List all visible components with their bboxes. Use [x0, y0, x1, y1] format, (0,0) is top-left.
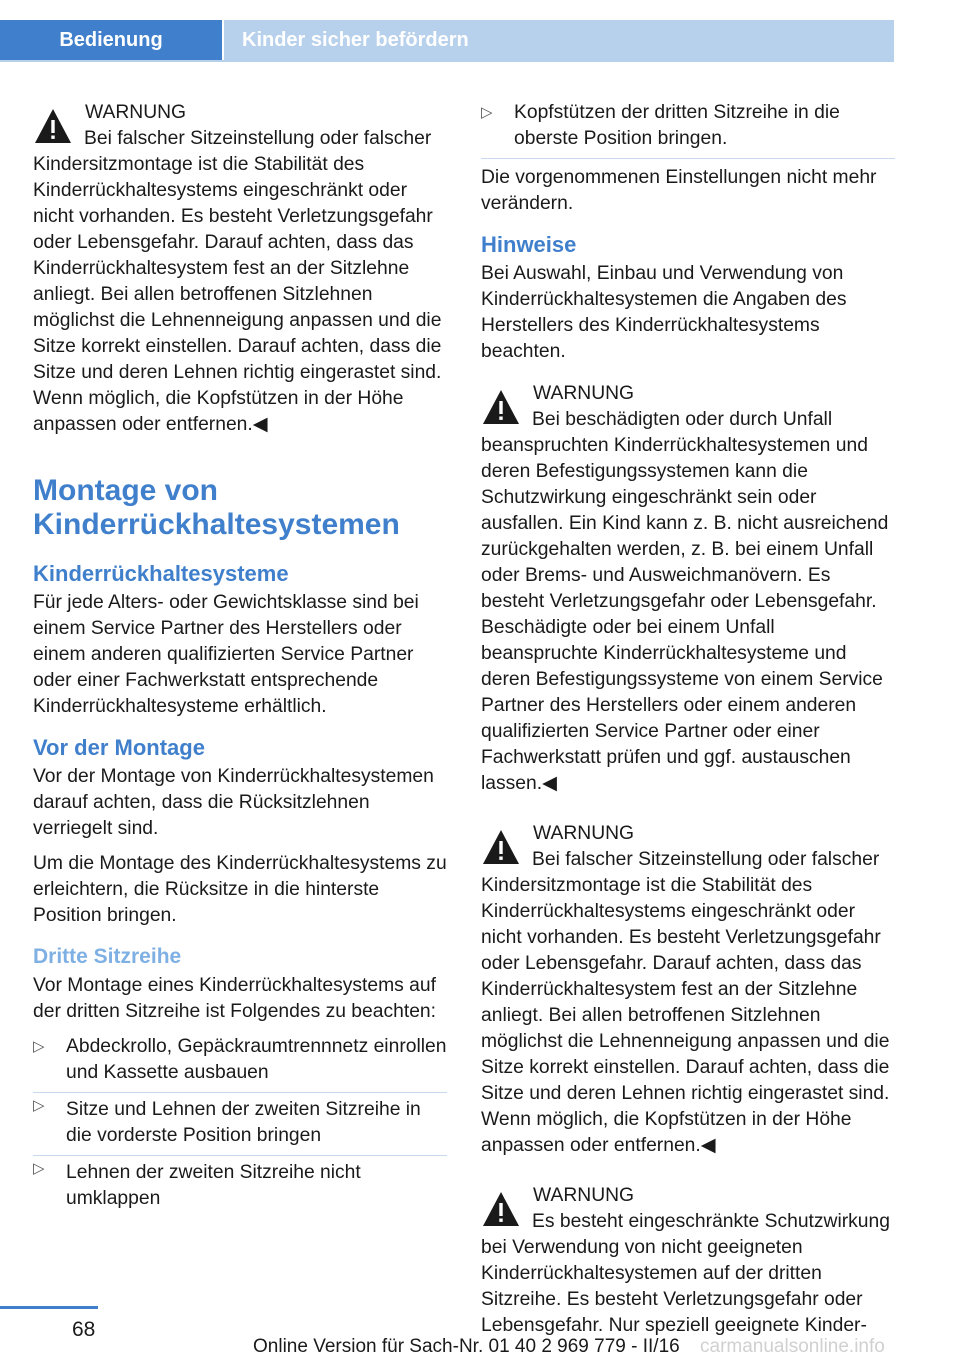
- warning-title: WARNUNG: [85, 102, 187, 123]
- left-column: [33, 100, 447, 1218]
- warning-icon: [33, 106, 73, 146]
- list-item: ▷ Abdeckrollo, Gepäckraumtrennnetz einrollen und Kassette ausbauen: [33, 1034, 447, 1086]
- subheading-dritte-sitzreihe: Dritte Sitzreihe: [33, 945, 182, 968]
- warning-block: [481, 381, 895, 797]
- page-number: 68: [72, 1318, 96, 1341]
- paragraph: Vor Montage eines Kinderrückhaltesystems auf der dritten Sitzreihe ist Folgendes zu beachten:: [33, 975, 436, 1022]
- warning-title: WARNUNG: [533, 823, 635, 844]
- warning-text: Bei falscher Sitzeinstellung oder falscher Kindersitzmontage ist die Stabilität des Kinderrückhaltesystems eingeschränkt oder nicht vorhanden. Es besteht Verletzungsgefahr oder Lebensgefahr. Darauf achten, dass das Kinderrückhaltesystem fest an der Sitzlehne anliegt. Bei allen betroffenen Sitzlehnen möglichst die Lehnenneigung anpassen und die Sitze korrekt einstellen. Darauf achten, dass die Sitze und deren Lehnen richtig eingerastet sind. Wenn möglich, die Kopfstützen in der Höhe anpassen oder entfernen.◀: [33, 128, 442, 435]
- footer-rule: [0, 1306, 98, 1309]
- watermark: carmanualsonline.info: [700, 1336, 885, 1357]
- list-item: ▷ Sitze und Lehnen der zweiten Sitzreihe in die vorderste Position bringen: [33, 1092, 447, 1149]
- paragraph: Die vorgenommenen Einstellungen nicht mehr verändern.: [481, 167, 877, 214]
- header-section-tab: Bedienung: [0, 20, 222, 60]
- subheading-vor-der-montage: Vor der Montage: [33, 735, 205, 760]
- warning-text: Bei falscher Sitzeinstellung oder falscher Kindersitzmontage ist die Stabilität des Kinderrückhaltesystems eingeschränkt oder nicht vorhanden. Es besteht Verletzungsgefahr oder Lebensgefahr. Darauf achten, dass das Kinderrückhaltesystem fest an der Sitzlehne anliegt. Bei allen betroffenen Sitzlehnen möglichst die Lehnenneigung anpassen und die Sitze korrekt einstellen. Darauf achten, dass die Sitze und deren Lehnen richtig eingerastet sind. Wenn möglich, die Kopfstützen in der Höhe anpassen oder entfernen.◀: [481, 849, 890, 1156]
- paragraph: Bei Auswahl, Einbau und Verwendung von Kinderrückhaltesystemen die Angaben des Herstellers des Kinderrückhaltesystems beachten.: [481, 263, 847, 362]
- subheading-kinderrueckhaltesysteme: Kinderrückhaltesysteme: [33, 561, 289, 586]
- warning-text: Bei beschädigten oder durch Unfall beanspruchten Kinderrückhaltesystemen und deren Befestigungssystemen kann die Schutzwirkung eingeschränkt sein oder ausfallen. Ein Kind kann z. B. nicht ausreichend zurückgehalten werden, z. B. bei einem Unfall oder Brems- und Ausweichmanövern. Es besteht Verletzungsgefahr oder Lebensgefahr. Beschädigte oder bei einem Unfall beanspruchte Kinderrückhaltesysteme und deren Befestigungssysteme von einem Service Partner des Herstellers oder einem anderen qualifizierten Service Partner oder einer Fachwerkstatt prüfen und ggf. austauschen lassen.◀: [481, 409, 889, 794]
- header-chapter-tab: Kinder sicher befördern: [224, 20, 894, 60]
- warning-title: WARNUNG: [533, 383, 635, 404]
- bullet-list: [33, 1034, 447, 1212]
- warning-block: [33, 100, 447, 438]
- warning-icon: [481, 1189, 521, 1229]
- online-version-note: Online Version für Sach-Nr. 01 40 2 969 779 - II/16: [253, 1336, 680, 1357]
- list-item: ▷ Lehnen der zweiten Sitzreihe nicht umklappen: [33, 1155, 447, 1212]
- warning-block: [481, 821, 895, 1159]
- list-item: ▷ Kopfstützen der dritten Sitzreihe in die oberste Position bringen.: [481, 100, 895, 152]
- header-rule: [0, 60, 894, 62]
- bullet-list: [481, 100, 895, 152]
- section-heading: Montage von Kinderrückhaltesystemen: [33, 474, 400, 541]
- paragraph: Für jede Alters- oder Gewichtsklasse sind bei einem Service Partner des Herstellers oder einem anderen qualifizierten Service Partner oder einer Fachwerkstatt entsprechende Kinderrückhaltesysteme erhältlich.: [33, 592, 419, 717]
- right-column: [481, 100, 895, 1363]
- paragraph: Vor der Montage von Kinderrückhaltesystemen darauf achten, dass die Rücksitzlehnen verriegelt sind.: [33, 766, 434, 839]
- warning-icon: [481, 827, 521, 867]
- divider: [481, 158, 895, 159]
- warning-icon: [481, 387, 521, 427]
- warning-block: [481, 1183, 895, 1339]
- paragraph: Um die Montage des Kinderrückhaltesystems zu erleichtern, die Rücksitze in die hinterste Position bringen.: [33, 853, 447, 926]
- warning-text: Es besteht eingeschränkte Schutzwirkung bei Verwendung von nicht geeigneten Kinderrückhaltesystemen auf der dritten Sitzreihe. Es besteht Verletzungsgefahr oder Lebensgefahr. Nur speziell geeignete Kinder-: [481, 1211, 890, 1336]
- subheading-hinweise: Hinweise: [481, 232, 577, 257]
- warning-title: WARNUNG: [533, 1185, 635, 1206]
